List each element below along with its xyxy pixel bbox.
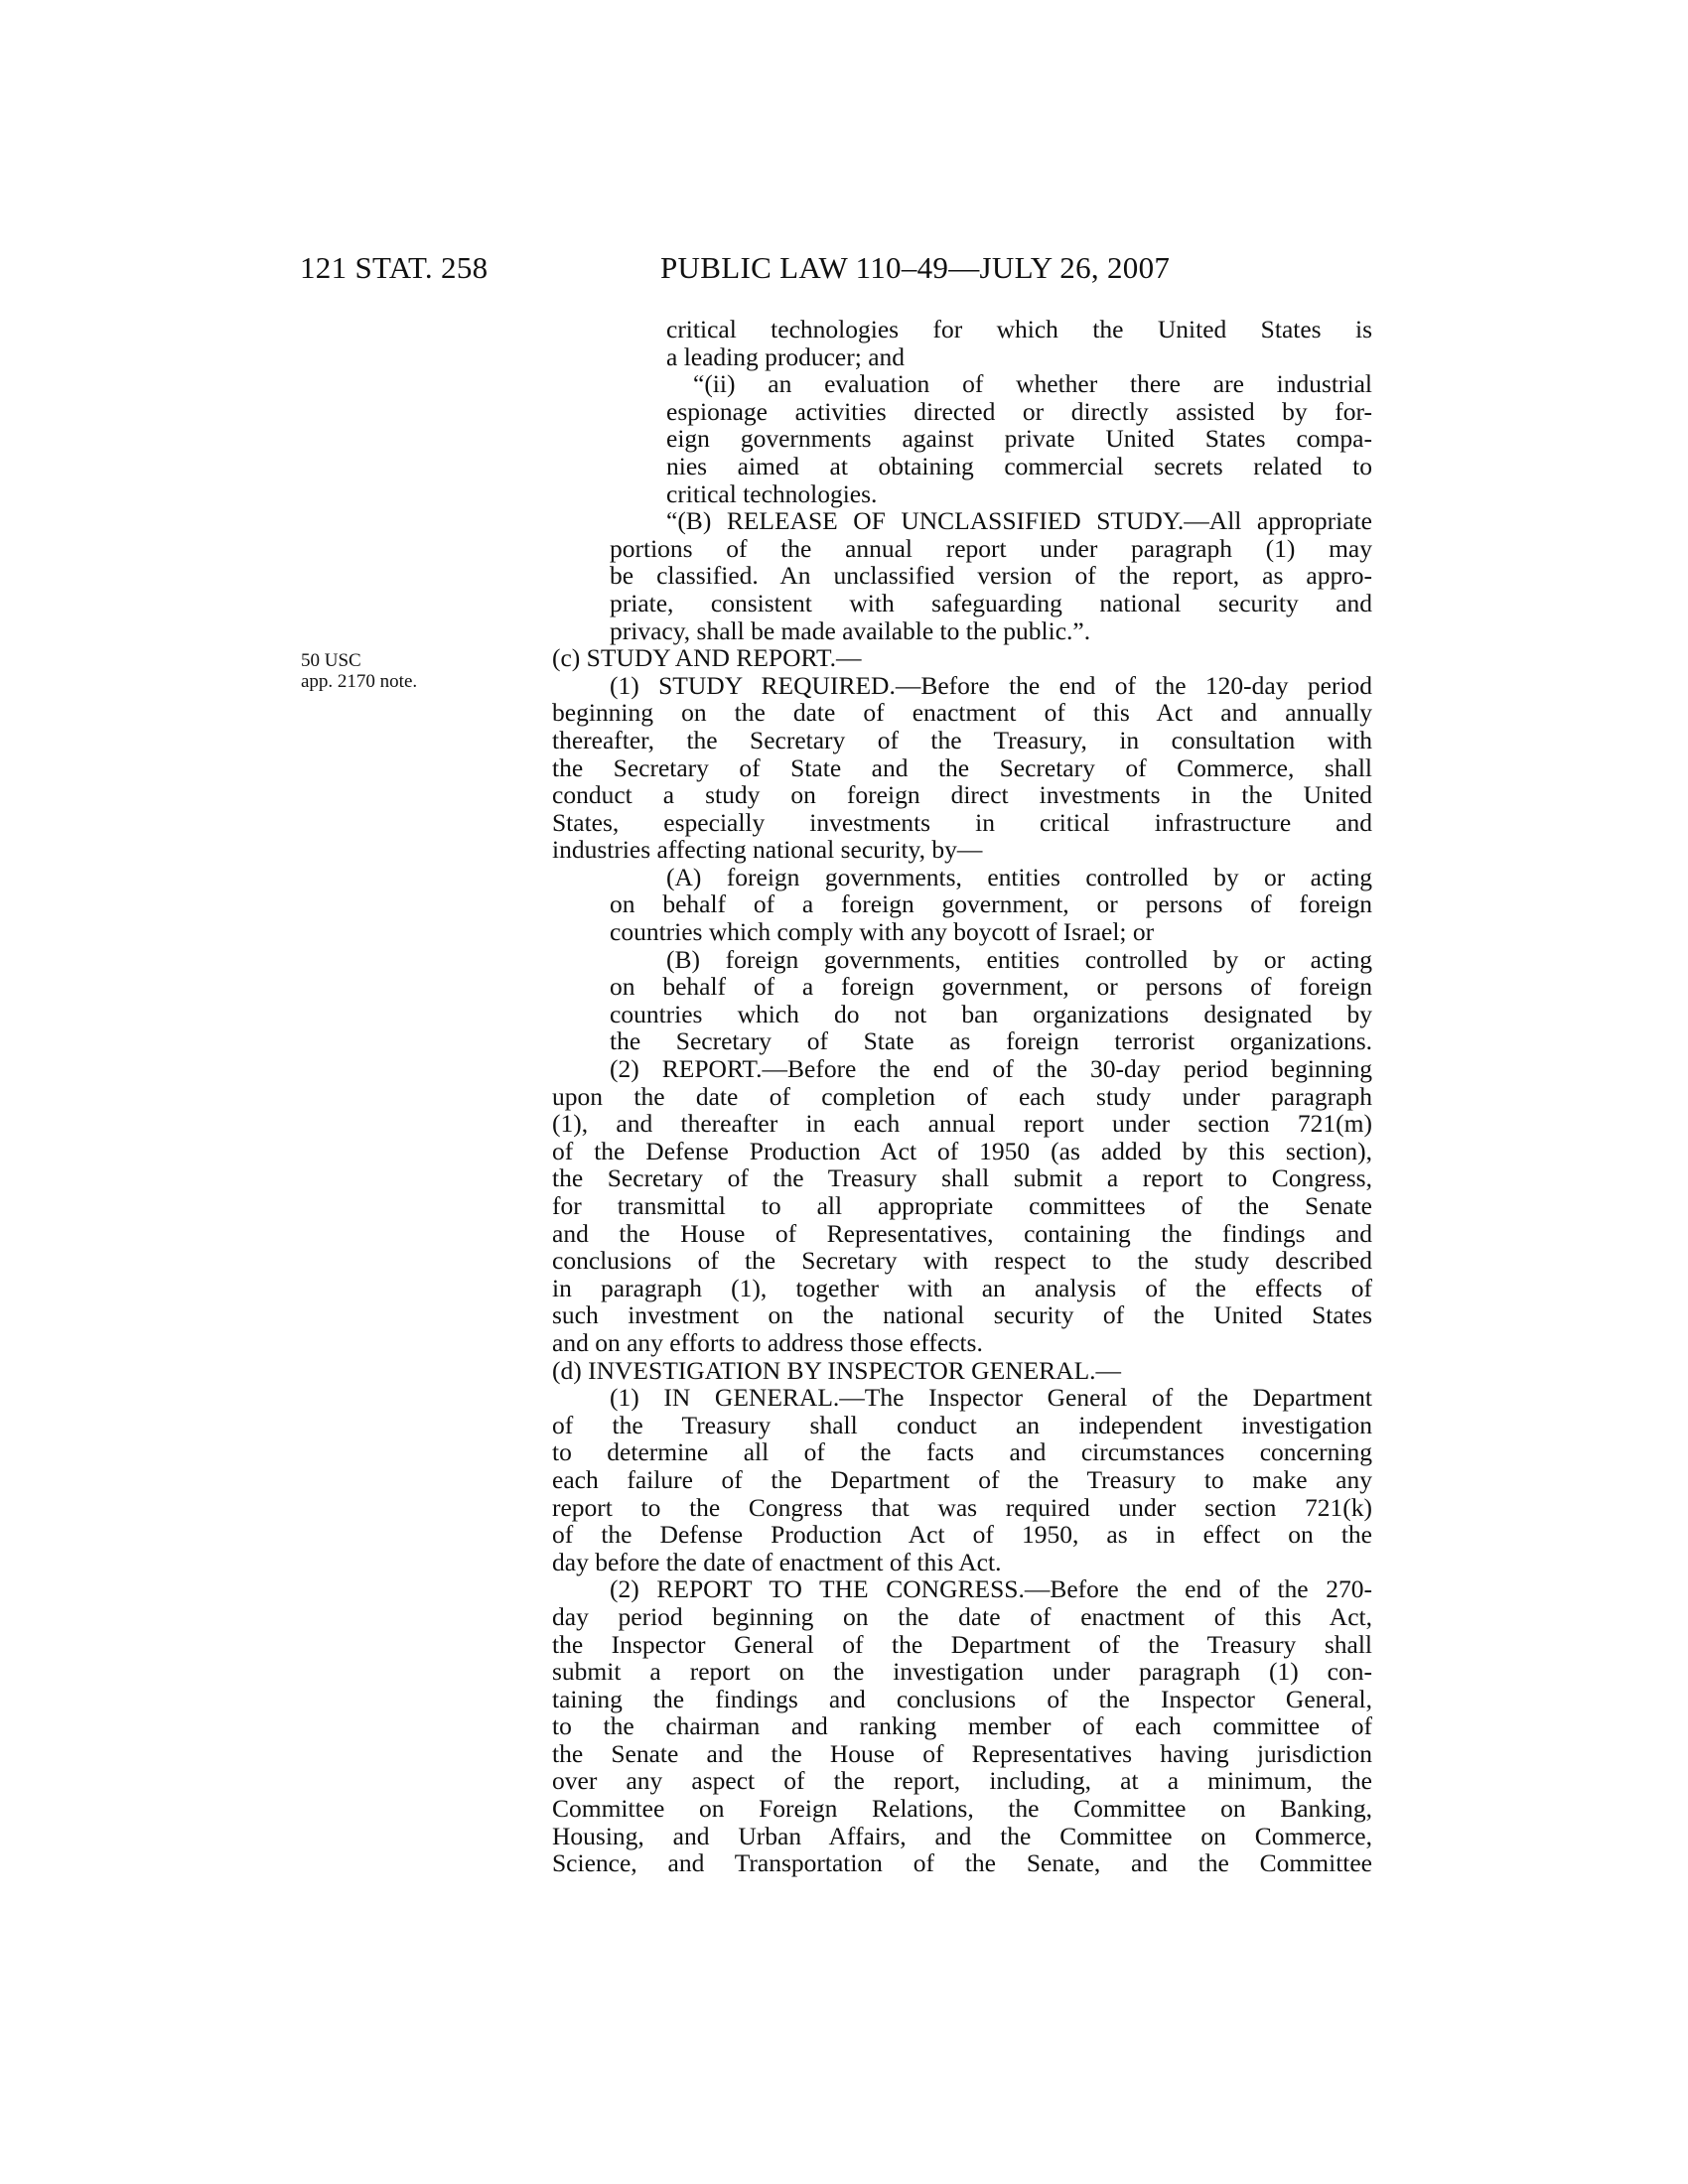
- margin-note-line: app. 2170 note.: [301, 671, 418, 692]
- text-line: nies aimed at obtaining commercial secrets related to: [666, 451, 1372, 480]
- text-line: upon the date of completion of each study under paragraph: [552, 1081, 1372, 1111]
- text-line: priate, consistent with safeguarding national security and: [610, 588, 1372, 617]
- text-line: of the Treasury shall conduct an independent investigation: [552, 1410, 1372, 1439]
- text-line: the Secretary of State as foreign terrorist organizations.: [610, 1026, 1372, 1056]
- statute-body-text: [552, 316, 1372, 1877]
- text-line: and the House of Representatives, containing the findings and: [552, 1218, 1372, 1248]
- text-line: conclusions of the Secretary with respect to the study described: [552, 1246, 1372, 1276]
- text-line: of the Defense Production Act of 1950 (as added by this section),: [552, 1136, 1372, 1165]
- text-line: eign governments against private United States compa-: [666, 424, 1372, 454]
- text-line: industries affecting national security, by—: [552, 835, 983, 865]
- text-line: States, especially investments in critical infrastructure and: [552, 807, 1372, 837]
- text-line: (2) REPORT.—Before the end of the 30-day period beginning: [610, 1054, 1372, 1084]
- text-line: such investment on the national security of the United States: [552, 1300, 1372, 1330]
- text-line: over any aspect of the report, including, at a minimum, the: [552, 1766, 1372, 1796]
- text-line: portions of the annual report under paragraph (1) may: [610, 533, 1372, 563]
- text-line: espionage activities directed or directly assisted by for-: [666, 396, 1372, 426]
- text-line: in paragraph (1), together with an analysis of the effects of: [552, 1273, 1372, 1302]
- text-line: to determine all of the facts and circumstances concerning: [552, 1437, 1372, 1467]
- text-line: thereafter, the Secretary of the Treasury, in consultation with: [552, 725, 1372, 754]
- text-line: Science, and Transportation of the Senate, and the Committee: [552, 1848, 1372, 1878]
- text-line: to the chairman and ranking member of each committee of: [552, 1711, 1372, 1741]
- text-line: of the Defense Production Act of 1950, as in effect on the: [552, 1520, 1372, 1550]
- page-stat-citation: 121 STAT. 258: [300, 250, 489, 285]
- text-line: and on any efforts to address those effects.: [552, 1327, 983, 1357]
- page-running-title: PUBLIC LAW 110–49—JULY 26, 2007: [660, 250, 1171, 285]
- text-line: “(ii) an evaluation of whether there are industrial: [693, 369, 1372, 399]
- text-line: “(B) RELEASE OF UNCLASSIFIED STUDY.—All appropriate: [666, 506, 1372, 536]
- text-line: on behalf of a foreign government, or persons of foreign: [610, 972, 1372, 1002]
- margin-note: [301, 650, 417, 692]
- text-line: (A) foreign governments, entities controlled by or acting: [666, 862, 1372, 891]
- text-line: conduct a study on foreign direct investments in the United: [552, 780, 1372, 810]
- text-line: on behalf of a foreign government, or persons of foreign: [610, 889, 1372, 919]
- text-line: countries which comply with any boycott of Israel; or: [610, 917, 1155, 947]
- text-line: the Secretary of State and the Secretary of Commerce, shall: [552, 752, 1372, 782]
- text-line: (1) IN GENERAL.—The Inspector General of the Department: [610, 1383, 1372, 1413]
- text-line: beginning on the date of enactment of this Act and annually: [552, 698, 1372, 728]
- text-line: report to the Congress that was required under section 721(k): [552, 1492, 1372, 1522]
- margin-note-line: 50 USC: [301, 650, 361, 671]
- section-heading: (c) STUDY AND REPORT.—: [552, 643, 862, 673]
- text-line: submit a report on the investigation under paragraph (1) con-: [552, 1657, 1372, 1687]
- text-line: Committee on Foreign Relations, the Committee on Banking,: [552, 1794, 1372, 1824]
- text-line: each failure of the Department of the Treasury to make any: [552, 1464, 1372, 1494]
- text-line: a leading producer; and: [666, 341, 906, 371]
- text-line: (1), and thereafter in each annual report under section 721(m): [552, 1109, 1372, 1139]
- text-line: the Senate and the House of Representatives having jurisdiction: [552, 1738, 1372, 1768]
- text-line: day period beginning on the date of enactment of this Act,: [552, 1601, 1372, 1631]
- text-line: countries which do not ban organizations designated by: [610, 999, 1372, 1028]
- text-line: critical technologies.: [666, 478, 878, 508]
- text-line: day before the date of enactment of this Act.: [552, 1547, 1002, 1576]
- text-line: privacy, shall be made available to the public.”.: [610, 615, 1091, 645]
- text-line: for transmittal to all appropriate committees of the Senate: [552, 1191, 1372, 1220]
- text-line: the Secretary of the Treasury shall submit a report to Congress,: [552, 1163, 1372, 1193]
- section-heading: (d) INVESTIGATION BY INSPECTOR GENERAL.—: [552, 1355, 1122, 1385]
- text-line: (1) STUDY REQUIRED.—Before the end of the 120-day period: [610, 670, 1372, 700]
- text-line: taining the findings and conclusions of the Inspector General,: [552, 1684, 1372, 1713]
- text-line: Housing, and Urban Affairs, and the Committee on Commerce,: [552, 1821, 1372, 1850]
- text-line: (B) foreign governments, entities controlled by or acting: [666, 944, 1372, 974]
- text-line: (2) REPORT TO THE CONGRESS.—Before the end of the 270-: [610, 1574, 1372, 1604]
- text-line: be classified. An unclassified version of the report, as appro-: [610, 561, 1372, 591]
- text-line: the Inspector General of the Department of the Treasury shall: [552, 1629, 1372, 1659]
- text-line: critical technologies for which the United States is: [666, 315, 1372, 343]
